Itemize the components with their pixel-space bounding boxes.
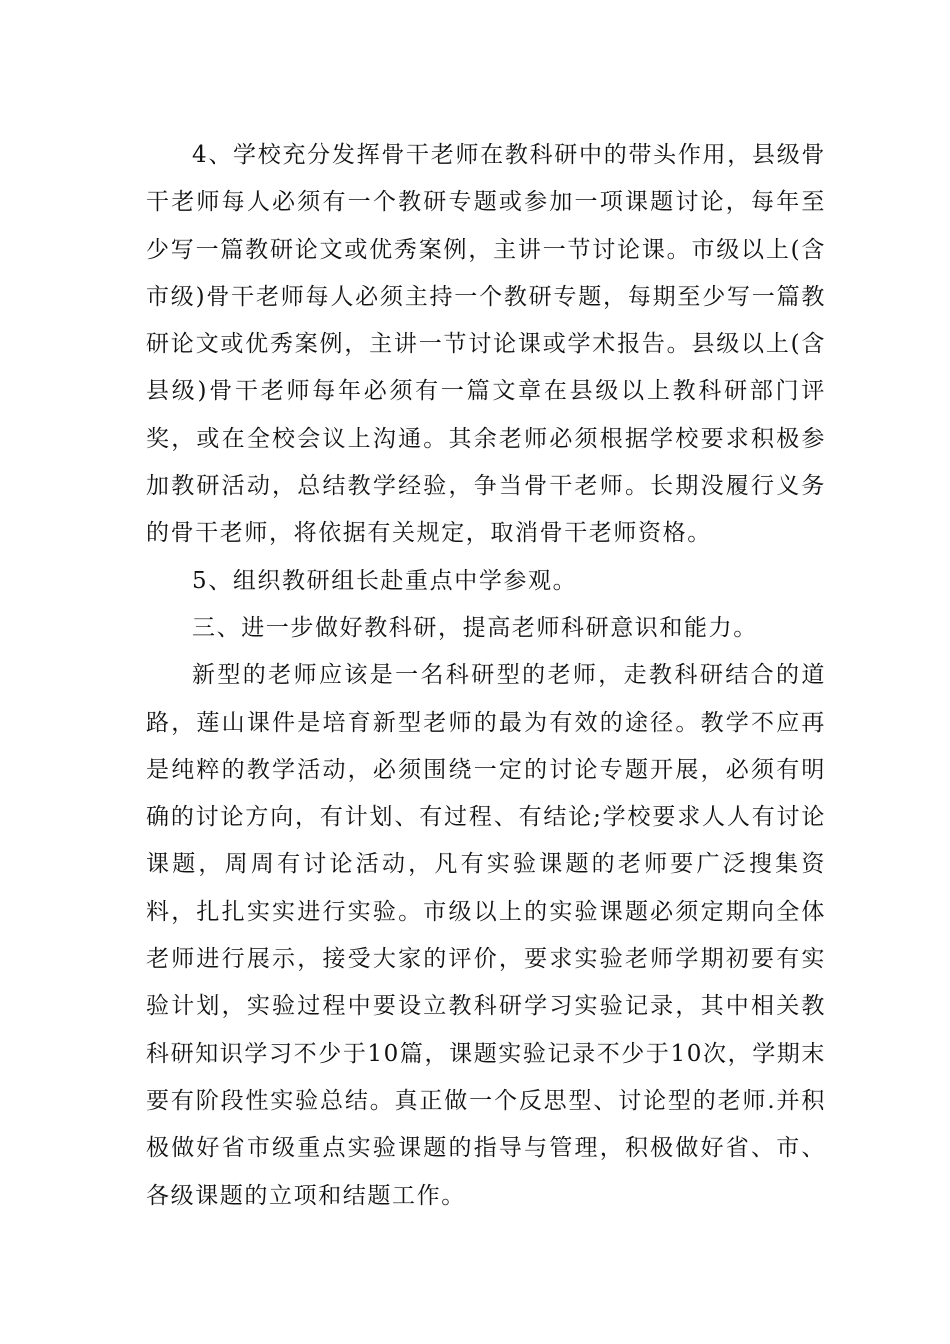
document-body bbox=[146, 132, 826, 1220]
paragraph-visit-key-school: 5、组织教研组长赴重点中学参观。 bbox=[192, 567, 578, 594]
section-heading-research: 三、进一步做好教科研，提高老师科研意识和能力。 bbox=[192, 614, 758, 641]
paragraph-backbone-teachers: 4、学校充分发挥骨干老师在教科研中的带头作用，县级骨干老师每人必须有一个教研专题或参加一项课题讨论，每年至少写一篇教研论文或优秀案例，主讲一节讨论课。市级以上(含市级)骨干老师每人必须主持一个教研专题，每期至少写一篇教研论文或优秀案例，主讲一节讨论课或学术报告。县级以上(含县级)骨干老师每年必须有一篇文章在县级以上教科研部门评奖，或在全校会议上沟通。其余老师必须根据学校要求积极参加教研活动，总结教学经验，争当骨干老师。长期没履行义务的骨干老师，将依据有关规定，取消骨干老师资格。 bbox=[146, 142, 826, 547]
paragraph-research-teachers: 新型的老师应该是一名科研型的老师，走教科研结合的道路，莲山课件是培育新型老师的最为有效的途径。教学不应再是纯粹的教学活动，必须围绕一定的讨论专题开展，必须有明确的讨论方向，有计划、有过程、有结论;学校要求人人有讨论课题，周周有讨论活动，凡有实验课题的老师要广泛搜集资料，扎扎实实进行实验。市级以上的实验课题必须定期向全体老师进行展示，接受大家的评价，要求实验老师学期初要有实验计划，实验过程中要设立教科研学习实验记录，其中相关教科研知识学习不少于10篇，课题实验记录不少于10次，学期末要有阶段性实验总结。真正做一个反思型、讨论型的老师.并积极做好省市级重点实验课题的指导与管理，积极做好省、市、各级课题的立项和结题工作。 bbox=[146, 662, 826, 1209]
